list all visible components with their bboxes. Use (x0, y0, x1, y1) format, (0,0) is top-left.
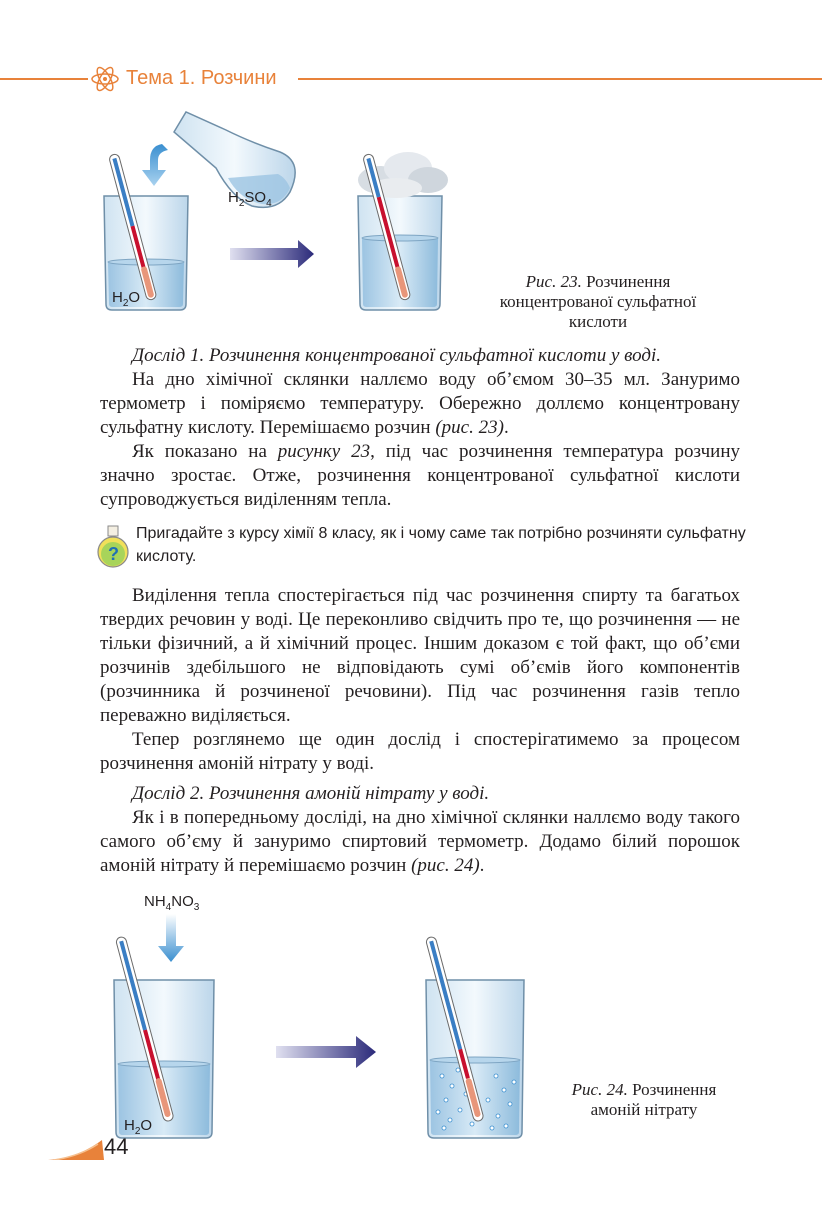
water-formula-24: $H_2O$ (124, 1117, 153, 1137)
experiment-1-title: Дослід 1. Розчинення концентрованої сульфатної кислоти у воді. (132, 345, 662, 366)
header-rule-left (0, 78, 88, 80)
figure-23-caption: Рис. 23. Розчинення концентрованої сульфатної кислоти (499, 272, 697, 331)
chapter-header (0, 64, 822, 94)
experiment-1-para-1: На дно хімічної склянки наллємо воду об’ємом 30–35 мл. Зануримо термометр і поміряємо температуру. Обережно доллємо концентровану сульфатну кислоту. Перемішаємо розчин (рис. 23). (100, 369, 740, 438)
atom-icon (90, 65, 120, 93)
figure-23 (90, 108, 470, 318)
experiment-2-title: Дослід 2. Розчинення амоній нітрату у воді. (132, 783, 490, 804)
figure-24-caption: Рис. 24. Розчинення амоній нітрату (571, 1080, 717, 1119)
question-text: Пригадайте з курсу хімії 8 класу, як і чому саме так потрібно розчиняти сульфатну кислоту. (136, 525, 746, 565)
question-block (96, 520, 756, 574)
transition-arrow-icon (230, 240, 314, 268)
transition-arrow-24-icon (276, 1036, 376, 1068)
page-swoosh-icon (48, 1140, 104, 1160)
page-number: 44 (48, 1134, 148, 1162)
paragraph-next: Тепер розглянемо ще один дослід і спостерігатимемо за процесом розчинення амоній нітрату у воді. (100, 729, 740, 774)
pour-arrow-icon (142, 144, 168, 186)
paragraph-heat: Виділення тепла спостерігається під час розчинення спирту та багатьох твердих речовин у воді. Це переконливо свідчить про те, що розчинення — не тільки фізичний, а й хімічний процес. Іншим доказом є той факт, що об’єми розчинів здебільшого не відповідають сумі об’ємів його компонентів (розчинника й розчиненої речовини). Під час розчинення газів тепло переважно виділяється. (100, 585, 740, 726)
add-salt-arrow-icon (158, 914, 184, 962)
experiment-2-para: Як і в попередньому досліді, на дно хімічної склянки наллємо воду такого самого об’єму й зануримо спиртовий термометр. Додамо білий порошок амоній нітрату й перемішаємо розчин (рис. 24). (100, 807, 740, 876)
figure-24 (100, 880, 560, 1140)
acid-formula: $H_2SO_4$ (228, 189, 272, 209)
main-text (100, 584, 740, 878)
chapter-title: Тема 1. Розчини (126, 67, 277, 89)
salt-formula: $NH_4NO_3$ (144, 893, 200, 913)
question-flask-icon (96, 524, 130, 570)
header-rule-right (298, 78, 822, 80)
water-formula-left: $H_2O$ (112, 289, 141, 309)
experiment-1-para-2: Як показано на рисунку 23, під час розчинення температура розчину значно зростає. Отже, розчинення концентрованої сульфатної кислоти супроводжується виділенням тепла. (100, 441, 740, 510)
svg-text:?: ? (108, 544, 119, 564)
experiment-1-text (100, 344, 740, 512)
